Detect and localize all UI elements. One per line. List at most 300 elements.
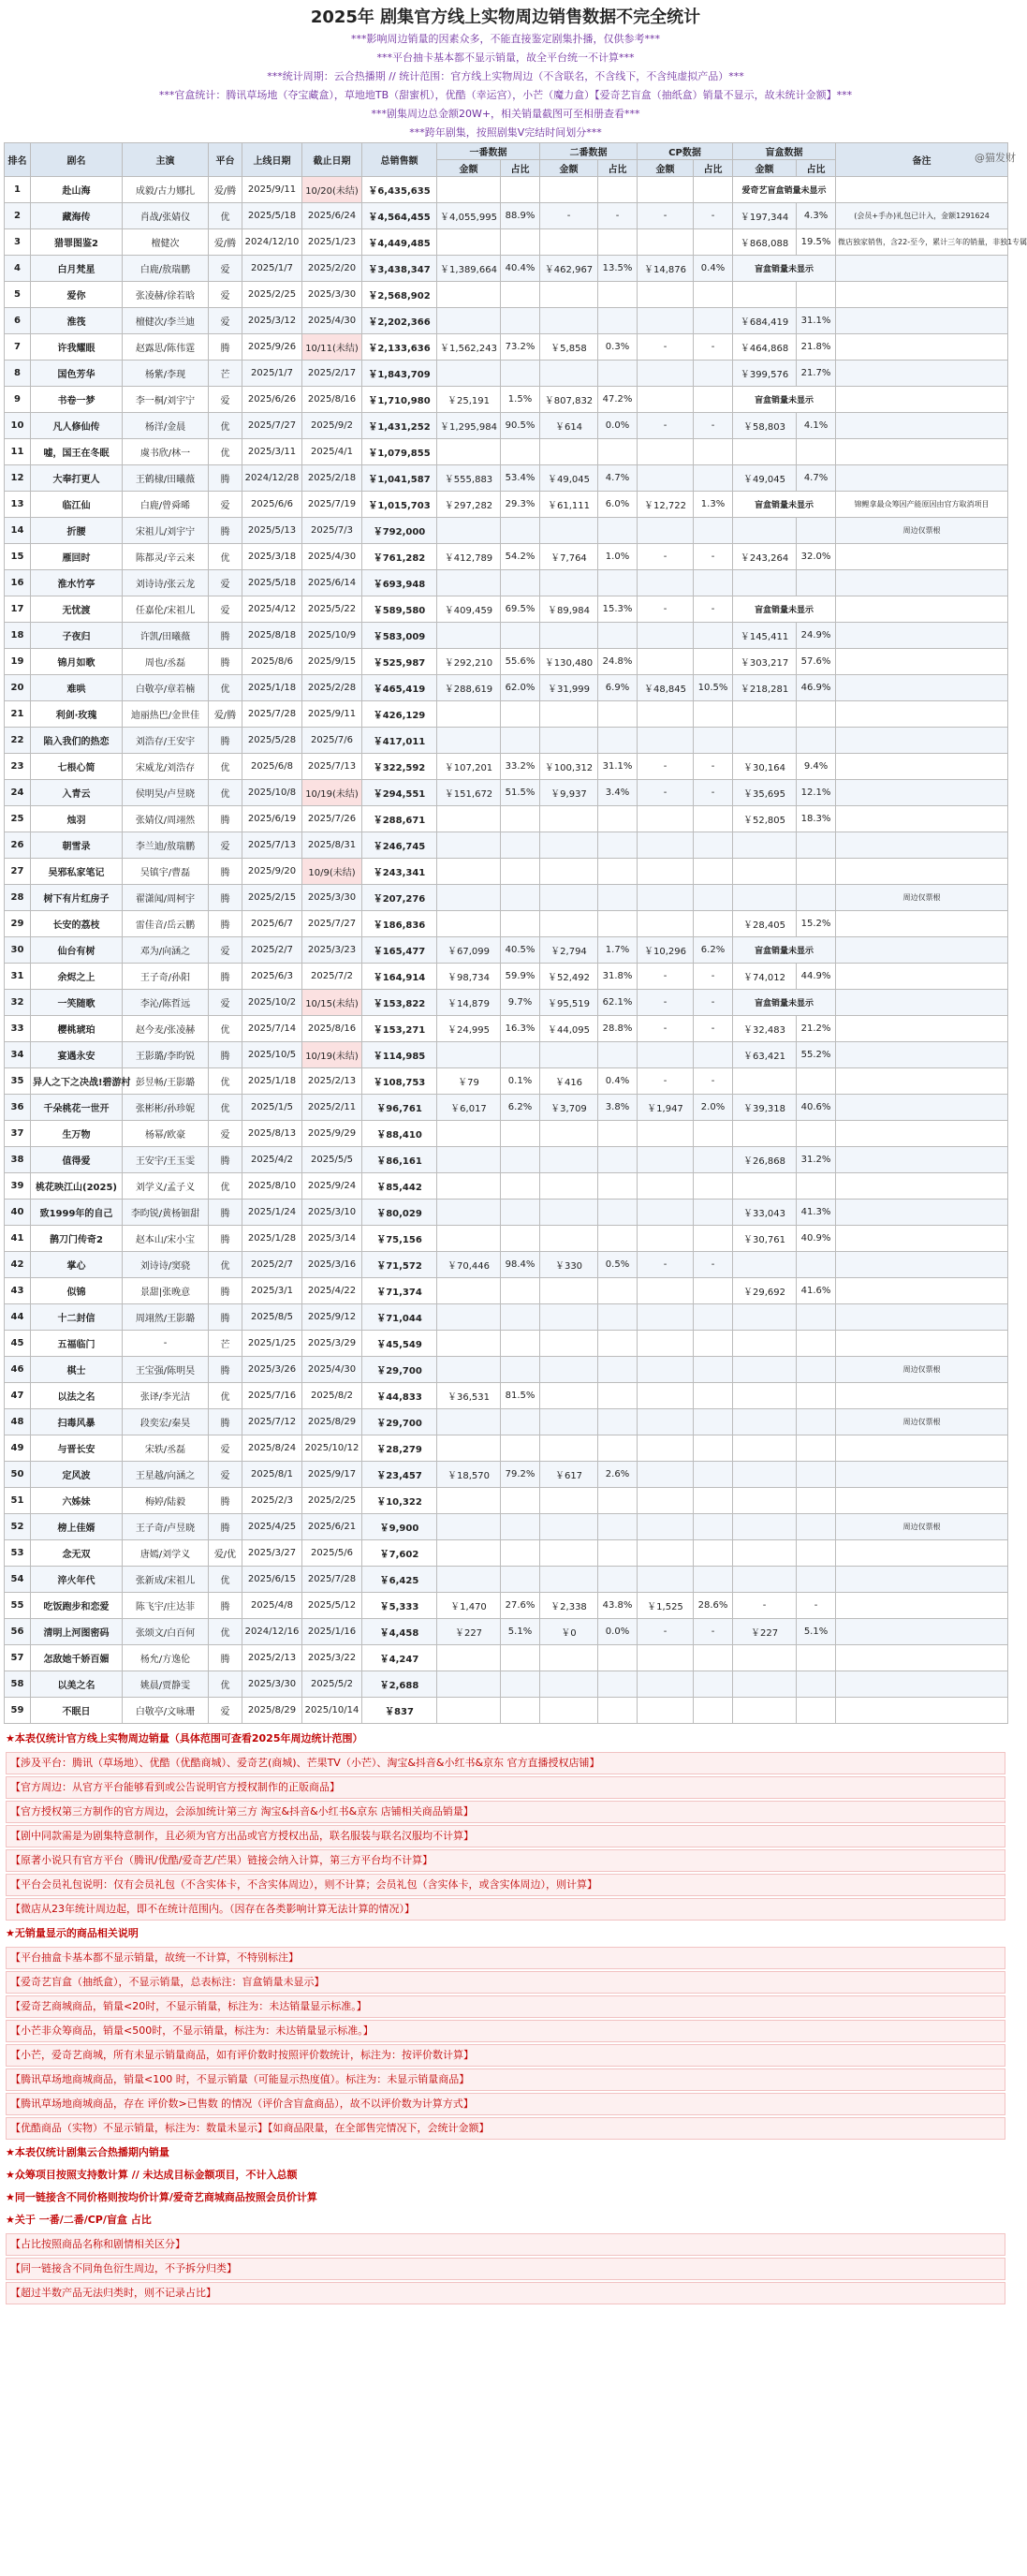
lead-cell: 王子奇/孙阳 xyxy=(123,964,209,990)
first-amount-cell xyxy=(437,1671,501,1698)
second-ratio-cell: 28.8% xyxy=(598,1016,638,1042)
platform-cell: 腾 xyxy=(209,465,242,492)
note-line: ***跨年剧集，按照剧集V完结时间划分*** xyxy=(409,126,602,139)
title-cell: 不眠日 xyxy=(31,1698,123,1724)
cp-amount-cell xyxy=(638,832,694,859)
rank-cell: 42 xyxy=(5,1252,31,1278)
first-ratio-cell xyxy=(501,518,540,544)
second-ratio-cell xyxy=(598,832,638,859)
first-ratio-cell xyxy=(501,832,540,859)
second-ratio-cell xyxy=(598,911,638,937)
lead-cell: 任嘉伦/宋祖儿 xyxy=(123,596,209,623)
rank-cell: 7 xyxy=(5,334,31,361)
blindbox-amount-cell: 盲盒销量未显示 xyxy=(733,492,836,518)
start-date-cell: 2025/7/27 xyxy=(242,413,302,439)
first-ratio-cell: 81.5% xyxy=(501,1383,540,1409)
cp-ratio-cell xyxy=(694,1304,733,1331)
second-ratio-cell: 47.2% xyxy=(598,387,638,413)
end-date-cell: 2025/6/14 xyxy=(302,570,362,596)
title-cell: 异人之下之决战!碧游村 xyxy=(31,1068,123,1095)
table-row xyxy=(5,911,1008,937)
second-amount-cell: ￥49,045 xyxy=(540,465,598,492)
platform-cell: 优 xyxy=(209,675,242,701)
first-amount-cell: ￥412,789 xyxy=(437,544,501,570)
platform-cell: 优 xyxy=(209,1567,242,1593)
end-date-cell: 2025/8/16 xyxy=(302,1016,362,1042)
footer-rule: 【占比按照商品名称和剧情相关区分】 xyxy=(6,2233,1005,2256)
second-amount-cell: ￥31,999 xyxy=(540,675,598,701)
remark-cell: 周边仅票根 xyxy=(836,885,1008,911)
rank-cell: 44 xyxy=(5,1304,31,1331)
cp-ratio-cell: - xyxy=(694,754,733,780)
lead-cell: 李昀锐/黄杨钿甜 xyxy=(123,1200,209,1226)
rank-cell: 1 xyxy=(5,177,31,203)
remark-cell xyxy=(836,832,1008,859)
end-date-cell: 2025/2/28 xyxy=(302,675,362,701)
table-body xyxy=(5,177,1027,1724)
cp-ratio-cell: - xyxy=(694,334,733,361)
lead-cell: 王影璐/李昀锐 xyxy=(123,1042,209,1068)
second-ratio-cell xyxy=(598,1226,638,1252)
platform-cell: 腾 xyxy=(209,806,242,832)
cp-ratio-cell xyxy=(694,1331,733,1357)
first-amount-cell xyxy=(437,282,501,308)
first-ratio-cell xyxy=(501,308,540,334)
remark-cell xyxy=(836,990,1008,1016)
remark-cell xyxy=(836,1121,1008,1147)
blindbox-amount-cell: ￥33,043 xyxy=(733,1200,797,1226)
second-amount-cell xyxy=(540,1121,598,1147)
title-cell: 一笑随歌 xyxy=(31,990,123,1016)
cp-amount-cell: ￥1,947 xyxy=(638,1095,694,1121)
blindbox-amount-cell xyxy=(733,282,797,308)
title-cell: 利剑·玫瑰 xyxy=(31,701,123,728)
platform-cell: 爱 xyxy=(209,990,242,1016)
table-row xyxy=(5,439,1008,465)
blindbox-amount-cell xyxy=(733,1645,797,1671)
second-ratio-cell: 62.1% xyxy=(598,990,638,1016)
blindbox-amount-cell xyxy=(733,439,797,465)
second-ratio-cell xyxy=(598,1042,638,1068)
rank-cell: 23 xyxy=(5,754,31,780)
table-row xyxy=(5,1331,1008,1357)
blindbox-amount-cell: ￥28,405 xyxy=(733,911,797,937)
table-row xyxy=(5,465,1008,492)
second-amount-cell xyxy=(540,1645,598,1671)
total-sales-cell: ￥1,041,587 xyxy=(362,465,437,492)
rank-cell: 9 xyxy=(5,387,31,413)
cp-ratio-cell xyxy=(694,701,733,728)
lead-cell: 刘浩存/王安宇 xyxy=(123,728,209,754)
total-sales-cell: ￥294,551 xyxy=(362,780,437,806)
header-ratio: 占比 xyxy=(501,160,540,177)
remark-cell xyxy=(836,1593,1008,1619)
total-sales-cell: ￥164,914 xyxy=(362,964,437,990)
total-sales-cell: ￥465,419 xyxy=(362,675,437,701)
title-cell: 仙台有树 xyxy=(31,937,123,964)
table-row xyxy=(5,1200,1008,1226)
start-date-cell: 2025/2/15 xyxy=(242,885,302,911)
header-amount: 金额 xyxy=(733,160,797,177)
rank-cell: 16 xyxy=(5,570,31,596)
platform-cell: 腾 xyxy=(209,885,242,911)
lead-cell: 赵今麦/张凌赫 xyxy=(123,1016,209,1042)
blindbox-amount-cell: ￥197,344 xyxy=(733,203,797,229)
blindbox-ratio-cell: 44.9% xyxy=(797,964,836,990)
cp-amount-cell xyxy=(638,282,694,308)
first-ratio-cell: 98.4% xyxy=(501,1252,540,1278)
end-date-cell: 2025/6/21 xyxy=(302,1514,362,1540)
blindbox-ratio-cell xyxy=(797,1252,836,1278)
rank-cell: 10 xyxy=(5,413,31,439)
second-ratio-cell xyxy=(598,1357,638,1383)
remark-cell: (会员+手办)礼包已计入，金额1291624 xyxy=(836,203,1008,229)
cp-ratio-cell: - xyxy=(694,1619,733,1645)
second-amount-cell: ￥807,832 xyxy=(540,387,598,413)
lead-cell: 张颂文/白百何 xyxy=(123,1619,209,1645)
platform-cell: 腾 xyxy=(209,911,242,937)
cp-ratio-cell xyxy=(694,308,733,334)
header-group-first: 一番数据 xyxy=(437,143,540,160)
cp-amount-cell xyxy=(638,1278,694,1304)
platform-cell: 爱 xyxy=(209,282,242,308)
end-date-cell: 2025/5/5 xyxy=(302,1147,362,1173)
blindbox-ratio-cell: - xyxy=(797,1593,836,1619)
second-ratio-cell: 3.8% xyxy=(598,1095,638,1121)
total-sales-cell: ￥837 xyxy=(362,1698,437,1724)
remark-cell xyxy=(836,911,1008,937)
total-sales-cell: ￥4,458 xyxy=(362,1619,437,1645)
second-amount-cell xyxy=(540,1488,598,1514)
lead-cell: 张婧仪/周翊然 xyxy=(123,806,209,832)
rank-cell: 32 xyxy=(5,990,31,1016)
end-date-cell: 2025/5/12 xyxy=(302,1593,362,1619)
cp-ratio-cell xyxy=(694,1278,733,1304)
remark-cell xyxy=(836,1488,1008,1514)
cp-amount-cell xyxy=(638,859,694,885)
table-row xyxy=(5,1540,1008,1567)
end-date-cell: 2025/7/3 xyxy=(302,518,362,544)
first-ratio-cell: 69.5% xyxy=(501,596,540,623)
cp-amount-cell xyxy=(638,1645,694,1671)
second-amount-cell xyxy=(540,518,598,544)
second-ratio-cell: 1.0% xyxy=(598,544,638,570)
platform-cell: 优 xyxy=(209,544,242,570)
blindbox-ratio-cell xyxy=(797,1331,836,1357)
first-amount-cell xyxy=(437,806,501,832)
blindbox-ratio-cell: 5.1% xyxy=(797,1619,836,1645)
cp-ratio-cell xyxy=(694,728,733,754)
page-title: 2025年 剧集官方线上实物周边销售数据不完全统计 xyxy=(310,7,701,27)
title-cell: 掌心 xyxy=(31,1252,123,1278)
cp-ratio-cell xyxy=(694,623,733,649)
first-ratio-cell xyxy=(501,177,540,203)
blindbox-amount-cell: 盲盒销量未显示 xyxy=(733,256,836,282)
first-amount-cell xyxy=(437,1645,501,1671)
start-date-cell: 2025/3/1 xyxy=(242,1278,302,1304)
start-date-cell: 2025/2/25 xyxy=(242,282,302,308)
blindbox-amount-cell xyxy=(733,1671,797,1698)
blindbox-ratio-cell: 21.8% xyxy=(797,334,836,361)
end-date-cell: 10/19(未结) xyxy=(302,1042,362,1068)
first-amount-cell xyxy=(437,859,501,885)
first-ratio-cell: 51.5% xyxy=(501,780,540,806)
start-date-cell: 2025/7/13 xyxy=(242,832,302,859)
rank-cell: 28 xyxy=(5,885,31,911)
header-amount: 金额 xyxy=(540,160,598,177)
cp-amount-cell: - xyxy=(638,780,694,806)
first-amount-cell xyxy=(437,308,501,334)
blindbox-ratio-cell: 15.2% xyxy=(797,911,836,937)
first-amount-cell: ￥409,459 xyxy=(437,596,501,623)
total-sales-cell: ￥525,987 xyxy=(362,649,437,675)
end-date-cell: 2025/4/30 xyxy=(302,1357,362,1383)
total-sales-cell: ￥45,549 xyxy=(362,1331,437,1357)
second-amount-cell: ￥44,095 xyxy=(540,1016,598,1042)
cp-ratio-cell xyxy=(694,387,733,413)
second-ratio-cell xyxy=(598,1331,638,1357)
platform-cell: 爱 xyxy=(209,832,242,859)
footer-rule: 【原著小说只有官方平台（腾讯/优酷/爱奇艺/芒果）链接会纳入计算，第三方平台均不计算】 xyxy=(6,1849,1005,1872)
platform-cell: 腾 xyxy=(209,964,242,990)
title-cell: 折腰 xyxy=(31,518,123,544)
blindbox-amount-cell: ￥74,012 xyxy=(733,964,797,990)
remark-cell xyxy=(836,1645,1008,1671)
cp-ratio-cell: 0.4% xyxy=(694,256,733,282)
second-amount-cell xyxy=(540,1409,598,1435)
start-date-cell: 2025/5/28 xyxy=(242,728,302,754)
lead-cell: 刘学义/孟子义 xyxy=(123,1173,209,1200)
lead-cell: 陈都灵/辛云来 xyxy=(123,544,209,570)
rank-cell: 38 xyxy=(5,1147,31,1173)
second-ratio-cell xyxy=(598,806,638,832)
blindbox-amount-cell: ￥32,483 xyxy=(733,1016,797,1042)
total-sales-cell: ￥153,271 xyxy=(362,1016,437,1042)
footer-notes xyxy=(6,1728,1005,2304)
start-date-cell: 2025/6/8 xyxy=(242,754,302,780)
cp-ratio-cell xyxy=(694,832,733,859)
total-sales-cell: ￥426,129 xyxy=(362,701,437,728)
remark-cell xyxy=(836,1698,1008,1724)
table-row xyxy=(5,1042,1008,1068)
cp-ratio-cell: - xyxy=(694,964,733,990)
cp-amount-cell xyxy=(638,806,694,832)
remark-cell xyxy=(836,1671,1008,1698)
second-ratio-cell xyxy=(598,1383,638,1409)
second-amount-cell xyxy=(540,806,598,832)
cp-amount-cell: - xyxy=(638,1252,694,1278)
title-cell: 榜上佳婿 xyxy=(31,1514,123,1540)
first-ratio-cell xyxy=(501,859,540,885)
cp-amount-cell xyxy=(638,1671,694,1698)
end-date-cell: 10/15(未结) xyxy=(302,990,362,1016)
table-row xyxy=(5,1226,1008,1252)
title-cell: 六姊妹 xyxy=(31,1488,123,1514)
table-row xyxy=(5,256,1008,282)
start-date-cell: 2025/2/7 xyxy=(242,937,302,964)
second-ratio-cell xyxy=(598,1121,638,1147)
second-amount-cell: - xyxy=(540,203,598,229)
title-cell: 子夜归 xyxy=(31,623,123,649)
remark-cell xyxy=(836,439,1008,465)
end-date-cell: 2025/9/2 xyxy=(302,413,362,439)
second-amount-cell xyxy=(540,623,598,649)
platform-cell: 腾 xyxy=(209,1200,242,1226)
first-amount-cell xyxy=(437,885,501,911)
blindbox-amount-cell: ￥29,692 xyxy=(733,1278,797,1304)
platform-cell: 优 xyxy=(209,754,242,780)
total-sales-cell: ￥2,133,636 xyxy=(362,334,437,361)
second-amount-cell xyxy=(540,832,598,859)
remark-cell xyxy=(836,859,1008,885)
table-row xyxy=(5,806,1008,832)
first-ratio-cell: 59.9% xyxy=(501,964,540,990)
table-row xyxy=(5,1357,1008,1383)
second-amount-cell xyxy=(540,1383,598,1409)
lead-cell: 杨幂/欧豪 xyxy=(123,1121,209,1147)
first-amount-cell xyxy=(437,701,501,728)
rank-cell: 39 xyxy=(5,1173,31,1200)
platform-cell: 腾 xyxy=(209,1226,242,1252)
table-row xyxy=(5,1278,1008,1304)
footer-rule: 【超过半数产品无法归类时，则不记录占比】 xyxy=(6,2282,1005,2304)
title-cell: 树下有片红房子 xyxy=(31,885,123,911)
title-cell: 白月梵星 xyxy=(31,256,123,282)
blindbox-ratio-cell: 9.4% xyxy=(797,754,836,780)
cp-amount-cell xyxy=(638,1226,694,1252)
table-row xyxy=(5,282,1008,308)
rank-cell: 4 xyxy=(5,256,31,282)
table-row xyxy=(5,1173,1008,1200)
total-sales-cell: ￥165,477 xyxy=(362,937,437,964)
first-amount-cell: ￥555,883 xyxy=(437,465,501,492)
platform-cell: 芒 xyxy=(209,361,242,387)
blindbox-ratio-cell xyxy=(797,1462,836,1488)
total-sales-cell: ￥186,836 xyxy=(362,911,437,937)
first-ratio-cell: 62.0% xyxy=(501,675,540,701)
platform-cell: 爱 xyxy=(209,570,242,596)
end-date-cell: 10/19(未结) xyxy=(302,780,362,806)
blindbox-amount-cell: ￥30,761 xyxy=(733,1226,797,1252)
total-sales-cell: ￥153,822 xyxy=(362,990,437,1016)
rank-cell: 24 xyxy=(5,780,31,806)
footer-heading: ★关于 一番/二番/CP/盲盒 占比 xyxy=(6,2214,152,2226)
table-row xyxy=(5,1514,1008,1540)
cp-ratio-cell xyxy=(694,282,733,308)
first-ratio-cell: 27.6% xyxy=(501,1593,540,1619)
first-amount-cell xyxy=(437,1409,501,1435)
first-amount-cell xyxy=(437,1226,501,1252)
second-amount-cell: ￥100,312 xyxy=(540,754,598,780)
header-rank: 排名 xyxy=(5,143,31,177)
remark-cell xyxy=(836,1567,1008,1593)
cp-amount-cell xyxy=(638,1147,694,1173)
second-ratio-cell xyxy=(598,229,638,256)
start-date-cell: 2025/6/26 xyxy=(242,387,302,413)
cp-ratio-cell xyxy=(694,1514,733,1540)
start-date-cell: 2025/5/18 xyxy=(242,203,302,229)
start-date-cell: 2025/3/11 xyxy=(242,439,302,465)
title-cell: 十二封信 xyxy=(31,1304,123,1331)
second-amount-cell: ￥61,111 xyxy=(540,492,598,518)
first-ratio-cell: 90.5% xyxy=(501,413,540,439)
start-date-cell: 2025/7/14 xyxy=(242,1016,302,1042)
second-ratio-cell: 2.6% xyxy=(598,1462,638,1488)
platform-cell: 爱 xyxy=(209,937,242,964)
rank-cell: 49 xyxy=(5,1435,31,1462)
end-date-cell: 2025/4/30 xyxy=(302,308,362,334)
rank-cell: 36 xyxy=(5,1095,31,1121)
blindbox-amount-cell: ￥868,088 xyxy=(733,229,797,256)
second-ratio-cell xyxy=(598,518,638,544)
remark-cell xyxy=(836,1095,1008,1121)
end-date-cell: 2025/9/17 xyxy=(302,1462,362,1488)
first-amount-cell: ￥1,562,243 xyxy=(437,334,501,361)
table-row xyxy=(5,1488,1008,1514)
first-ratio-cell xyxy=(501,728,540,754)
table-row xyxy=(5,492,1008,518)
start-date-cell: 2025/1/18 xyxy=(242,1068,302,1095)
blindbox-ratio-cell xyxy=(797,1514,836,1540)
total-sales-cell: ￥243,341 xyxy=(362,859,437,885)
lead-cell: 雷佳音/岳云鹏 xyxy=(123,911,209,937)
end-date-cell: 2025/6/24 xyxy=(302,203,362,229)
second-amount-cell xyxy=(540,229,598,256)
rank-cell: 20 xyxy=(5,675,31,701)
platform-cell: 腾 xyxy=(209,1304,242,1331)
second-amount-cell: ￥330 xyxy=(540,1252,598,1278)
second-amount-cell xyxy=(540,1567,598,1593)
first-amount-cell: ￥79 xyxy=(437,1068,501,1095)
table-row xyxy=(5,203,1008,229)
title-cell: 临江仙 xyxy=(31,492,123,518)
end-date-cell: 2025/5/6 xyxy=(302,1540,362,1567)
first-amount-cell: ￥227 xyxy=(437,1619,501,1645)
platform-cell: 爱 xyxy=(209,1435,242,1462)
start-date-cell: 2025/6/19 xyxy=(242,806,302,832)
blindbox-amount-cell: ￥227 xyxy=(733,1619,797,1645)
notes xyxy=(0,30,1011,142)
start-date-cell: 2025/3/30 xyxy=(242,1671,302,1698)
start-date-cell: 2025/10/2 xyxy=(242,990,302,1016)
cp-ratio-cell: 28.6% xyxy=(694,1593,733,1619)
table-row xyxy=(5,937,1008,964)
blindbox-amount-cell: ￥52,805 xyxy=(733,806,797,832)
lead-cell: 李兰迪/敖瑞鹏 xyxy=(123,832,209,859)
first-ratio-cell xyxy=(501,1514,540,1540)
first-amount-cell xyxy=(437,1435,501,1462)
end-date-cell: 2025/3/10 xyxy=(302,1200,362,1226)
cp-ratio-cell xyxy=(694,570,733,596)
first-ratio-cell xyxy=(501,1121,540,1147)
blindbox-ratio-cell xyxy=(797,439,836,465)
remark-cell xyxy=(836,964,1008,990)
cp-ratio-cell xyxy=(694,885,733,911)
lead-cell: 景甜|张晚意 xyxy=(123,1278,209,1304)
lead-cell: 陈飞宇/庄达菲 xyxy=(123,1593,209,1619)
rank-cell: 55 xyxy=(5,1593,31,1619)
cp-amount-cell xyxy=(638,308,694,334)
blindbox-amount-cell xyxy=(733,1435,797,1462)
remark-cell xyxy=(836,596,1008,623)
blindbox-amount-cell: ￥26,868 xyxy=(733,1147,797,1173)
start-date-cell: 2025/8/10 xyxy=(242,1173,302,1200)
remark-cell xyxy=(836,1304,1008,1331)
first-amount-cell xyxy=(437,1121,501,1147)
title-cell: 念无双 xyxy=(31,1540,123,1567)
lead-cell: 赵本山/宋小宝 xyxy=(123,1226,209,1252)
first-amount-cell: ￥67,099 xyxy=(437,937,501,964)
